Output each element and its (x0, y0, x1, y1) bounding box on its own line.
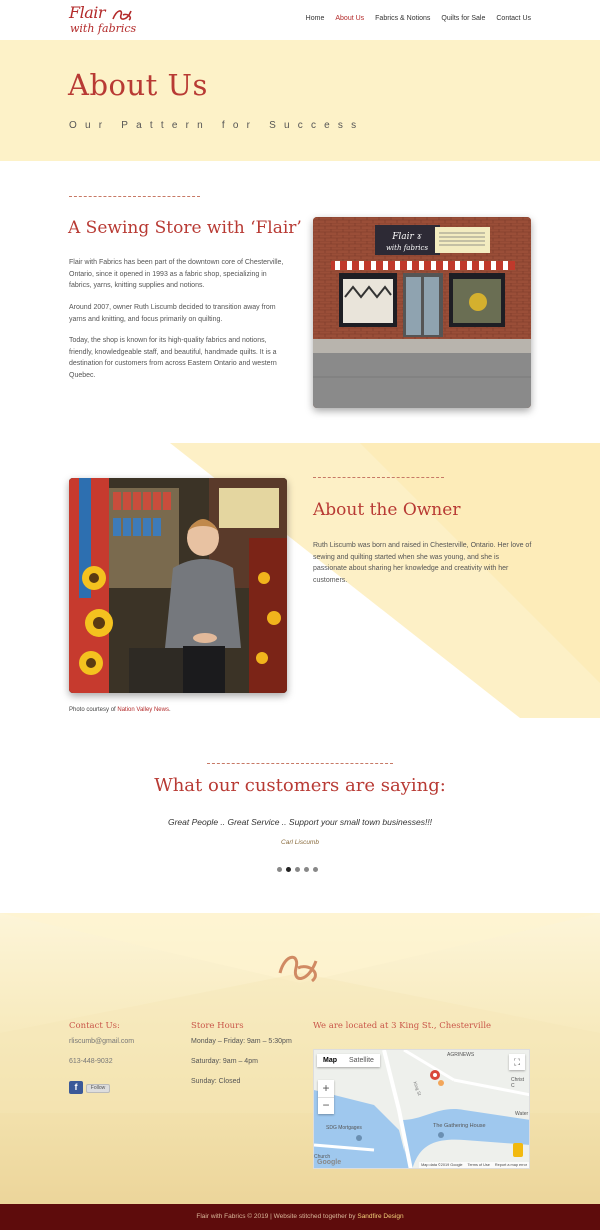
credit-link[interactable]: Nation Valley News (117, 707, 169, 713)
map-tab-map[interactable]: Map (323, 1057, 337, 1064)
logo-swirl-icon (111, 7, 135, 23)
location-heading: We are located at 3 King St., Chesterville (313, 1021, 492, 1031)
nav-contact-us[interactable]: Contact Us (496, 15, 531, 22)
page-subtitle: Our Pattern for Success (69, 120, 365, 131)
testimonials-heading: What our customers are saying: (154, 775, 446, 796)
store-paragraph-1: Flair with Fabrics has been part of the downtown core of Chesterville, Ontario, since it opened in 1993 as a fabric shop, specializing in fabrics, yarns, knitting supplies and notions. (69, 259, 284, 289)
site-logo[interactable] (69, 3, 139, 37)
logo-text-flair: Flair (69, 3, 106, 22)
zoom-in-button[interactable]: + (322, 1081, 330, 1095)
contact-heading: Contact Us: (69, 1021, 120, 1031)
svg-text:with fabrics: with fabrics (385, 244, 429, 252)
store-heading: A Sewing Store with ‘Flair’ (68, 218, 302, 238)
hours-weekday: Monday – Friday: 9am – 5:30pm (191, 1038, 292, 1045)
main-nav (306, 15, 531, 22)
copyright-text: Flair with Fabrics © 2019 | Website stitched together by (196, 1213, 358, 1220)
map-attribution (419, 1162, 529, 1168)
map-tab-satellite[interactable]: Satellite (349, 1057, 374, 1064)
designer-link[interactable]: Sandfire Design (357, 1213, 404, 1220)
logo-text-fabrics: with fabrics (70, 22, 137, 35)
map-label-sdg-mortgages: SDG Mortgages (326, 1125, 362, 1131)
hours-sunday: Sunday: Closed (191, 1078, 241, 1085)
section-divider (69, 196, 200, 197)
fullscreen-icon[interactable]: ⛶ (509, 1054, 525, 1070)
storefront-sign: Flair ɤ (392, 232, 422, 242)
contact-phone[interactable]: 613-448-9032 (69, 1058, 113, 1065)
store-paragraph-2: Around 2007, owner Ruth Liscumb decided to transition away from yarns and knitting, and focus primarily on quilting. (69, 304, 276, 323)
map-label-church: Church (314, 1154, 331, 1160)
nav-fabrics-notions[interactable]: Fabrics & Notions (375, 15, 431, 22)
testimonials-divider (207, 763, 393, 764)
map-label-agrinews: AGRINEWS (447, 1052, 475, 1058)
nav-about-us[interactable]: About Us (335, 15, 365, 22)
google-logo: Google (317, 1159, 342, 1166)
testimonial-author: Carl Liscumb (281, 839, 319, 846)
owner-paragraph: Ruth Liscumb was born and raised in Chesterville, Ontario. Her love of sewing and quilting started when she was young, and she is passionate about sharing her knowledge and creativity with her customers. (313, 542, 532, 584)
hours-heading: Store Hours (191, 1021, 244, 1031)
photo-credit (69, 707, 171, 713)
zoom-control (318, 1080, 334, 1114)
map-report-link[interactable]: Report a map error (494, 1163, 527, 1167)
nav-quilts-for-sale[interactable]: Quilts for Sale (441, 15, 486, 22)
page-title: About Us (68, 68, 208, 102)
facebook-follow-button[interactable]: Follow (86, 1084, 110, 1093)
street-view-icon[interactable] (513, 1143, 523, 1157)
pager-dot-3[interactable] (295, 867, 300, 872)
map-label-water: Water (515, 1111, 529, 1117)
store-paragraph-3: Today, the shop is known for its high-quality fabrics and notions, friendly, knowledgeable staff, and beautiful, handmade quilts. It is a destination for customers from across Eastern Ontario and western Quebec. (69, 337, 277, 379)
credit-prefix: Photo courtesy of (69, 707, 118, 713)
map-label-street: King St (412, 1080, 423, 1097)
owner-heading: About the Owner (313, 500, 461, 520)
owner-section-divider (313, 477, 444, 478)
map-label-gathering-house: The Gathering House (433, 1123, 486, 1129)
storefront-photo (313, 217, 531, 408)
zoom-out-button[interactable]: − (318, 1097, 334, 1114)
map-terms-link[interactable]: Terms of Use (467, 1163, 490, 1167)
pager-dot-2[interactable] (286, 867, 291, 872)
contact-email[interactable]: rliscumb@gmail.com (69, 1038, 135, 1045)
copyright-bar (0, 1204, 600, 1230)
site-header (0, 0, 600, 40)
testimonial-quote: Great People .. Great Service .. Support your small town businesses!!! (167, 817, 433, 827)
google-map[interactable] (313, 1049, 530, 1169)
map-label-christ: Christ C (511, 1077, 525, 1089)
pager-dot-5[interactable] (313, 867, 318, 872)
map-data-credit: Map data ©2019 Google (421, 1163, 463, 1167)
hours-saturday: Saturday: 9am – 4pm (191, 1058, 258, 1065)
pager-dot-4[interactable] (304, 867, 309, 872)
testimonial-pager (277, 867, 318, 872)
owner-photo (69, 478, 287, 693)
facebook-icon[interactable]: f (69, 1081, 83, 1094)
nav-home[interactable]: Home (305, 15, 325, 22)
pager-dot-1[interactable] (277, 867, 282, 872)
credit-suffix: . (168, 707, 171, 713)
map-type-control (317, 1054, 380, 1067)
hero-banner (0, 40, 600, 161)
